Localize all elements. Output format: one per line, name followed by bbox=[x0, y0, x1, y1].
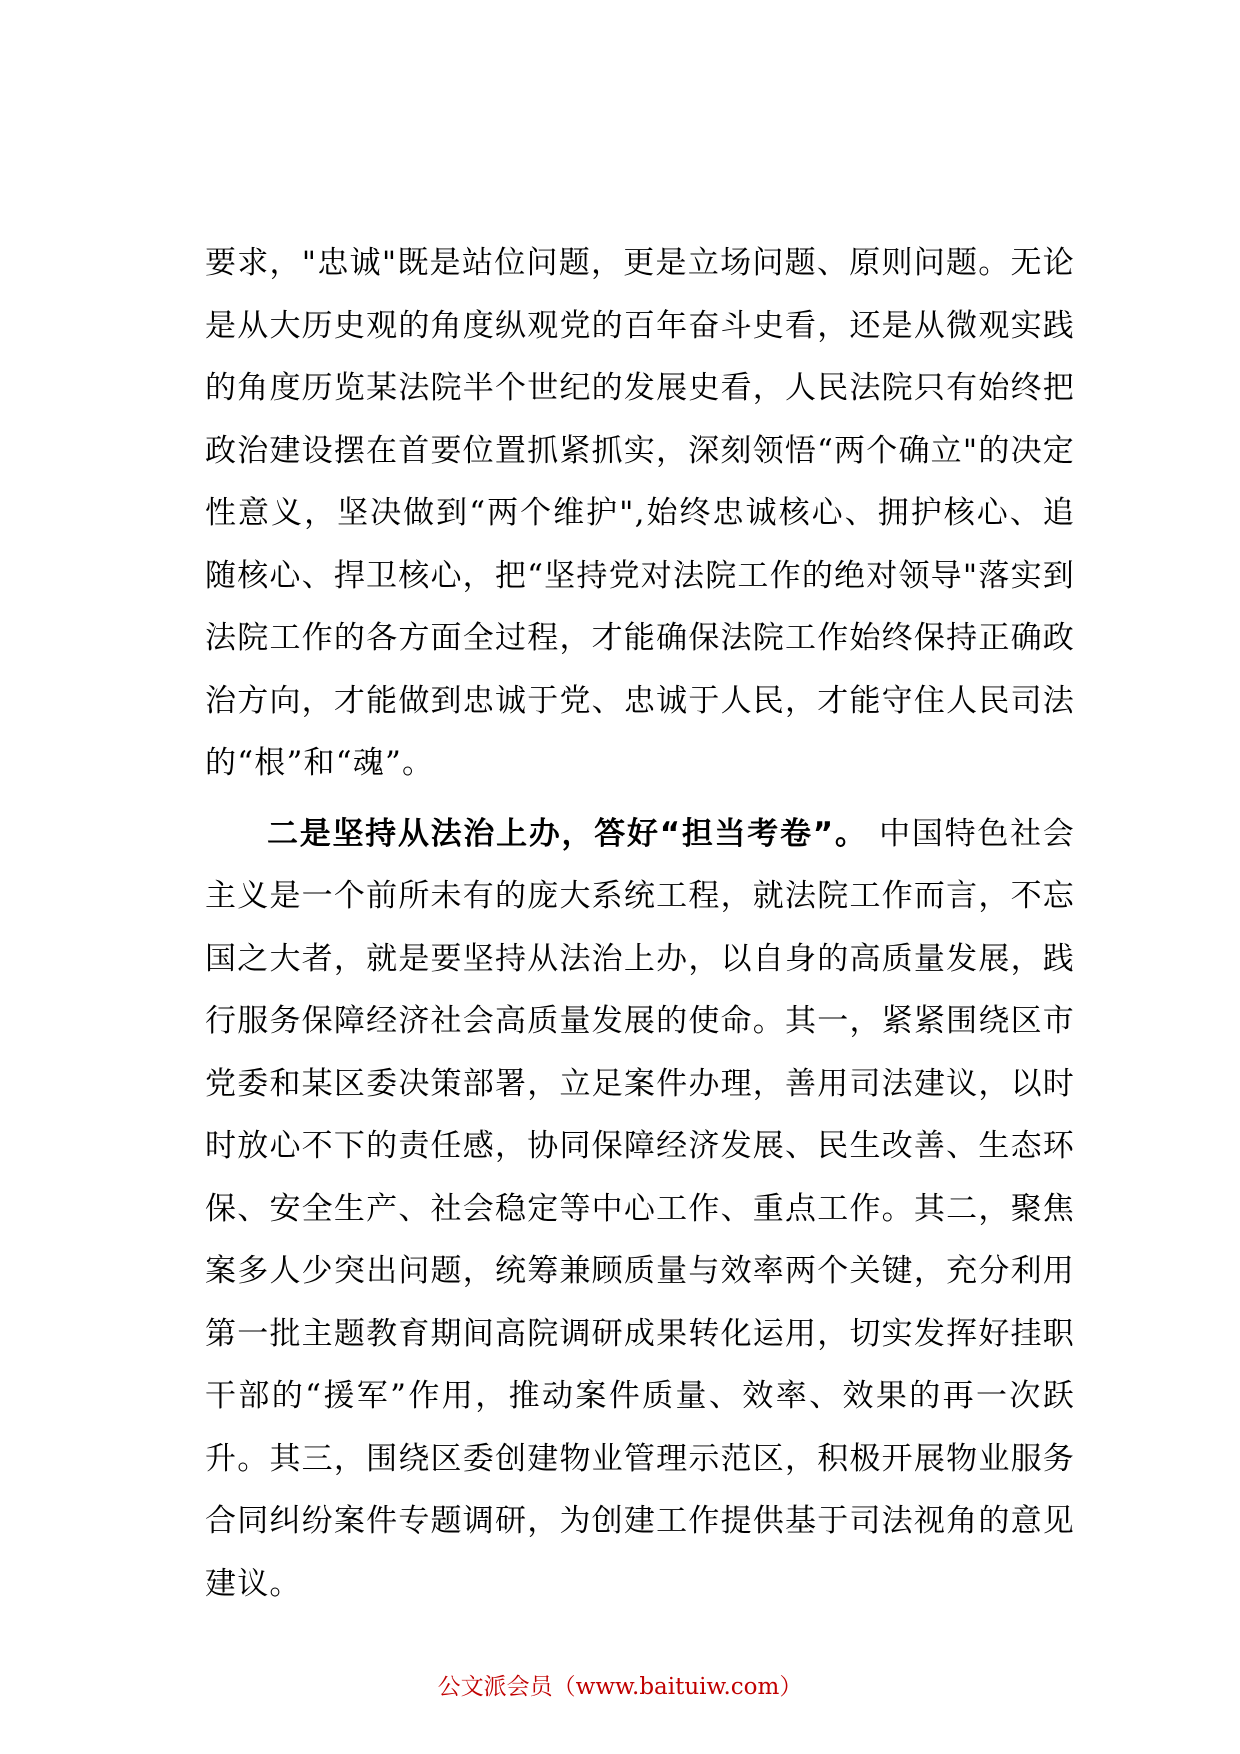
paragraph-text: 中国特色社会主义是一个前所未有的庞大系统工程，就法院工作而言，不忘国之大者，就是要坚持从法治上办，以自身的高质量发展，践行服务保障经济社会高质量发展的使命。其一，紧紧围绕区市党委和某区委决策部署，立足案件办理，善用司法建议，以时时放心不下的责任感，协同保障经济发展、民生改善、生态环保、安全生产、社会稳定等中心工作、重点工作。其二，聚焦案多人少突出问题，统筹兼顾质量与效率两个关键，充分利用第一批主题教育期间高院调研成果转化运用，切实发挥好挂职干部的“援军”作用，推动案件质量、效率、效果的再一次跃升。其三，围绕区委创建物业管理示范区，积极开展物业服务合同纠纷案件专题调研，为创建工作提供基于司法视角的意见建议。 bbox=[205, 815, 1075, 1602]
paragraph-second-point bbox=[205, 803, 1075, 1616]
paragraph-lead-heading: 二是坚持从法治上办，答好“担当考卷”。 bbox=[267, 815, 868, 852]
paragraph-text: 要求，"忠诚"既是站位问题，更是立场问题、原则问题。无论是从大历史观的角度纵观党的百年奋斗史看，还是从微观实践的角度历览某法院半个世纪的发展史看，人民法院只有始终把政治建设摆在首要位置抓紧抓实，深刻领悟“两个确立"的决定性意义，坚决做到“两个维护",始终忠诚核心、拥护核心、追随核心、捍卫核心，把“坚持党对法院工作的绝对领导"落实到法院工作的各方面全过程，才能确保法院工作始终保持正确政治方向，才能做到忠诚于党、忠诚于人民，才能守住人民司法的“根”和“魂”。 bbox=[205, 245, 1075, 781]
document-body bbox=[205, 232, 1075, 1615]
paragraph-continuation bbox=[205, 232, 1075, 795]
footer-watermark: 公文派会员（www.baituiw.com） bbox=[437, 1674, 803, 1700]
